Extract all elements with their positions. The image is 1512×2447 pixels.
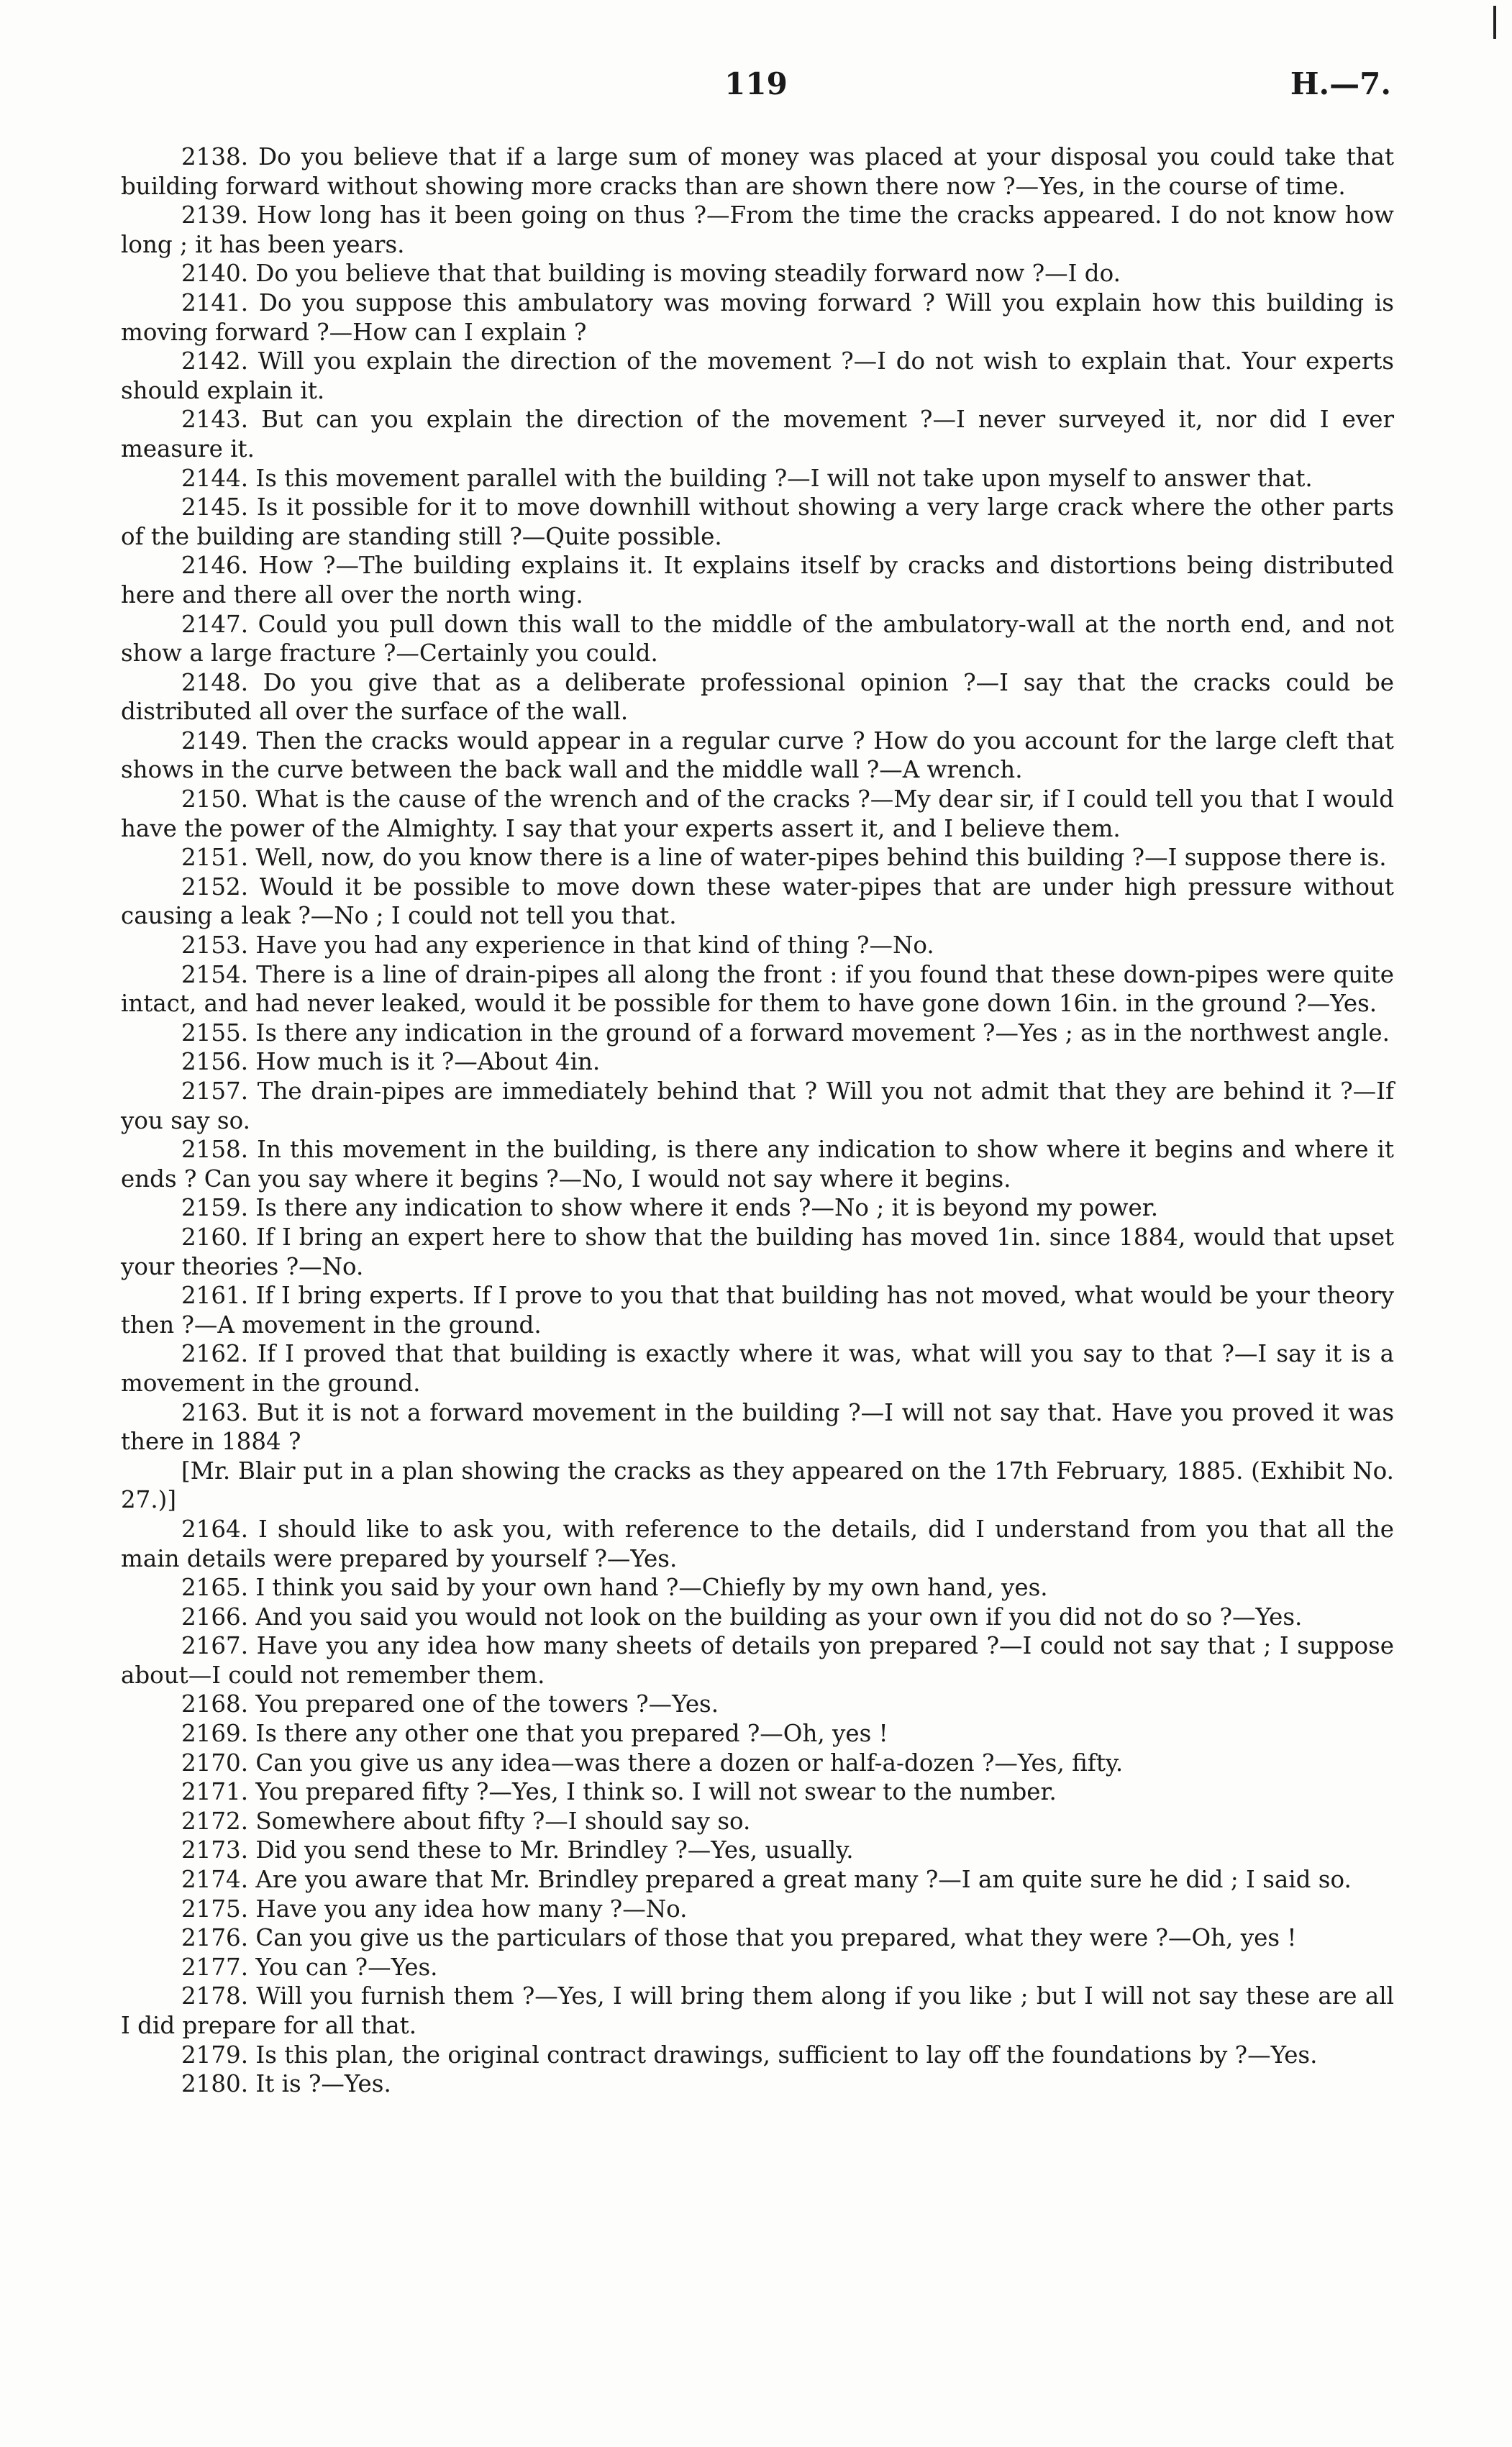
question-2142: 2142. Will you explain the direction of the movement ?—I do not wish to explain that. Your experts should explain it. [121, 347, 1394, 404]
question-2164: 2164. I should like to ask you, with reference to the details, did I understand from you that all the main details were prepared by yourself ?—Yes. [121, 1515, 1394, 1572]
question-2178: 2178. Will you furnish them ?—Yes, I will bring them along if you like ; but I will not say these are all I did prepare for all that. [121, 1982, 1394, 2039]
question-2172: 2172. Somewhere about fifty ?—I should say so. [181, 1807, 751, 1835]
question-2152: 2152. Would it be possible to move down these water-pipes that are under high pressure without causing a leak ?—No ; I could not tell you that. [121, 872, 1394, 930]
question-2174: 2174. Are you aware that Mr. Brindley prepared a great many ?—I am quite sure he did ; I said so. [181, 1866, 1352, 1894]
document-reference: H.—7. [1290, 66, 1391, 101]
question-2148: 2148. Do you give that as a deliberate professional opinion ?—I say that the cracks could be distributed all over the surface of the wall. [121, 668, 1394, 726]
question-2168: 2168. You prepared one of the towers ?—Yes. [181, 1690, 719, 1718]
question-2145: 2145. Is it possible for it to move downhill without showing a very large crack where the other parts of the building are standing still ?—Quite possible. [121, 493, 1394, 550]
scan-edge-mark [1493, 6, 1496, 39]
exhibit-note: [Mr. Blair put in a plan showing the cracks as they appeared on the 17th February, 1885. (Exhibit No. 27.)] [121, 1457, 1394, 1514]
question-2160: 2160. If I bring an expert here to show that the building has moved 1in. since 1884, would that upset your theories ?—No. [121, 1223, 1394, 1280]
question-2141: 2141. Do you suppose this ambulatory was moving forward ? Will you explain how this building is moving forward ?—How can I explain ? [121, 288, 1394, 346]
question-2139: 2139. How long has it been going on thus ?—From the time the cracks appeared. I do not know how long ; it has been years. [121, 201, 1394, 258]
question-2151: 2151. Well, now, do you know there is a line of water-pipes behind this building ?—I suppose there is. [181, 844, 1387, 872]
question-2143: 2143. But can you explain the direction of the movement ?—I never surveyed it, nor did I ever measure it. [121, 406, 1394, 462]
question-2177: 2177. You can ?—Yes. [181, 1953, 438, 1981]
question-2146: 2146. How ?—The building explains it. It explains itself by cracks and distortions being distributed here and there all over the north wing. [121, 552, 1394, 609]
question-2167: 2167. Have you any idea how many sheets of details yon prepared ?—I could not say that ; I suppose about—I could not remember them. [121, 1632, 1394, 1689]
question-2158: 2158. In this movement in the building, is there any indication to show where it begins and where it ends ? Can you say where it begins ?—No, I would not say where it begins. [121, 1136, 1394, 1193]
question-2156: 2156. How much is it ?—About 4in. [181, 1048, 601, 1076]
page-number: 119 [724, 66, 788, 101]
question-2153: 2153. Have you had any experience in that kind of thing ?—No. [181, 931, 934, 960]
question-2165: 2165. I think you said by your own hand ?—Chiefly by my own hand, yes. [181, 1574, 1048, 1602]
question-2169: 2169. Is there any other one that you prepared ?—Oh, yes ! [181, 1720, 888, 1748]
question-2176: 2176. Can you give us the particulars of those that you prepared, what they were ?—Oh, yes ! [181, 1924, 1297, 1952]
question-2175: 2175. Have you any idea how many ?—No. [181, 1895, 688, 1923]
question-2161: 2161. If I bring experts. If I prove to you that that building has not moved, what would be your theory then ?—A movement in the ground. [121, 1282, 1394, 1339]
question-2144: 2144. Is this movement parallel with the building ?—I will not take upon myself to answer that. [181, 464, 1313, 492]
question-2171: 2171. You prepared fifty ?—Yes, I think so. I will not swear to the number. [181, 1778, 1057, 1806]
testimony-text [121, 142, 1394, 2099]
question-2159: 2159. Is there any indication to show where it ends ?—No ; it is beyond my power. [181, 1194, 1159, 1222]
question-2147: 2147. Could you pull down this wall to the middle of the ambulatory-wall at the north end, and not show a large fracture ?—Certainly you could. [121, 610, 1394, 667]
question-2179: 2179. Is this plan, the original contract drawings, sufficient to lay off the foundations by ?—Yes. [181, 2041, 1318, 2069]
question-2162: 2162. If I proved that that building is exactly where it was, what will you say to that ?—I say it is a movement in the ground. [121, 1340, 1394, 1397]
question-2140: 2140. Do you believe that that building is moving steadily forward now ?—I do. [181, 260, 1121, 288]
question-2166: 2166. And you said you would not look on the building as your own if you did not do so ?—Yes. [181, 1603, 1303, 1631]
question-2138: 2138. Do you believe that if a large sum of money was placed at your disposal you could take that building forward without showing more cracks than are shown there now ?—Yes, in the course of time. [121, 143, 1394, 200]
question-2154: 2154. There is a line of drain-pipes all along the front : if you found that these down-pipes were quite intact, and had never leaked, would it be possible for them to have gone down 16in. in the ground ?—Yes. [121, 960, 1394, 1018]
question-2163: 2163. But it is not a forward movement in the building ?—I will not say that. Have you proved it was there in 1884 ? [121, 1398, 1394, 1456]
question-2180: 2180. It is ?—Yes. [181, 2070, 391, 2098]
question-2155: 2155. Is there any indication in the ground of a forward movement ?—Yes ; as in the northwest angle. [181, 1019, 1390, 1047]
question-2157: 2157. The drain-pipes are immediately behind that ? Will you not admit that they are behind it ?—If you say so. [121, 1077, 1394, 1134]
question-2150: 2150. What is the cause of the wrench and of the cracks ?—My dear sir, if I could tell you that I would have the power of the Almighty. I say that your experts assert it, and I believe them. [121, 785, 1394, 842]
question-2149: 2149. Then the cracks would appear in a regular curve ? How do you account for the large cleft that shows in the curve between the back wall and the middle wall ?—A wrench. [121, 726, 1394, 784]
page-header [0, 66, 1512, 109]
question-2170: 2170. Can you give us any idea—was there a dozen or half-a-dozen ?—Yes, fifty. [181, 1749, 1124, 1777]
question-2173: 2173. Did you send these to Mr. Brindley ?—Yes, usually. [181, 1836, 854, 1864]
